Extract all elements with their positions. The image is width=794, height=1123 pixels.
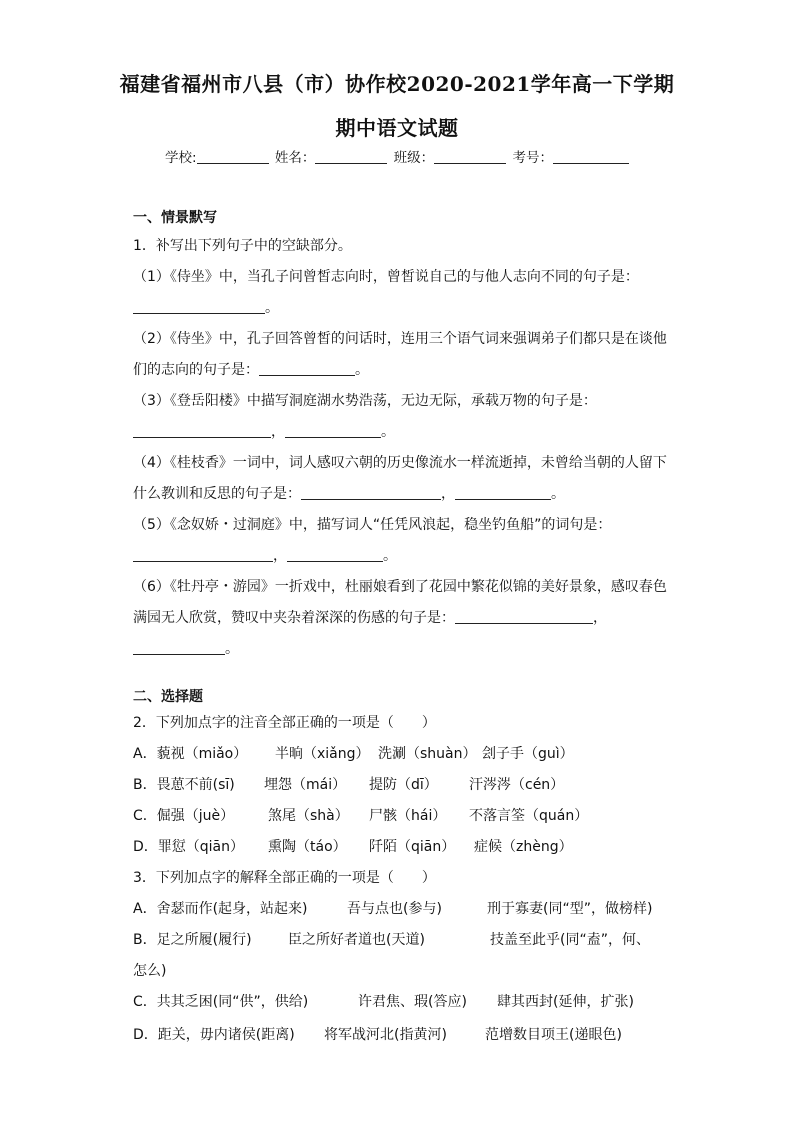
question-2-stem: 2．下列加点字的注音全部正确的一项是（ ）: [133, 715, 436, 731]
school-blank: [197, 149, 269, 164]
exam-page: 福建省福州市八县（市）协作校2020-2021学年高一下学期 期中语文试题 学校: 姓名： 班级： 考号： 一、情景默写 1．补写出下列句子中的空缺部分。 （1）《侍坐》中，当孔子问曾皙志向时，曾皙说自己的与他人志向不同的句子是： 。 （2）《侍坐》中，孔子回答曾皙的问话时，连用三个语气词来强调弟子们都只是在谈他 们的志向的句子是： 。 （3）《登岳阳楼》中描写洞庭湖水势浩荡，无边无际，承载万物的句子是： ， 。 （4）《桂枝香》一词中，词人感叹六朝的历史像流水一样流逝掉，未曾给当朝的人留下 什么教训和反思的句子是： ， 。 （5）《念奴娇・过洞庭》中，描写词人“任凭风浪起，稳坐钓鱼船”的词句是： ， 。 （6）《牡丹亭・游园》一折戏中，杜丽娘看到了花园中繁花似锦的美好景象，感叹春色 满园无人欣赏，赞叹中夹杂着深深的伤感的句子是： ， 。 二、选择题 2．下列加点字的注音全部正确的一项是（ ） A．藐视（miǎo） 半晌（xiǎng） 洗涮（shuàn） 刽子手（guì） B．畏葸不前(sī) 埋怨（mái） 提防（dī） 汗涔涔（cén） C．倔强（juè） 煞尾（shà） 尸骸（hái） 不落言筌（quán） D．罪愆（qiān） 熏陶（táo） 阡陌（qiān） 症候（zhèng） 3．下列加点字的解释全部正确的一项是（ ） A．舍瑟而作(起身，站起来) 吾与点也(参与) 刑于寡妻(同“型”，做榜样) B．足之所履(履行) 臣之所好者道也(天道) 技盖至此乎(同“盍”，何、 怎么) C．共其乏困(同“供”，供给) 许君焦、瑕(答应) 肆其西封(延伸，扩张) D．距关，毋内诸侯(距离) 将军战河北(指黄河) 范增数目项王(递眼色): [0, 0, 794, 1123]
student-info-row: [165, 146, 631, 166]
q1-part5-answer-line: ， 。: [133, 545, 397, 565]
name-label: 姓名：: [274, 150, 316, 166]
q1-part1-answer-line: 。: [133, 297, 279, 317]
answer-blank: [133, 547, 273, 562]
answer-blank: [133, 423, 271, 438]
answer-blank: [455, 485, 551, 500]
class-blank: [434, 149, 506, 164]
answer-blank: [455, 609, 593, 624]
q1-part6-answer-line: 。: [133, 638, 239, 658]
q1-part5-text: （5）《念奴娇・过洞庭》中，描写词人“任凭风浪起，稳坐钓鱼船”的词句是：: [133, 517, 612, 533]
q1-part3-answer-line: ， 。: [133, 421, 395, 441]
q1-part3-text: （3）《登岳阳楼》中描写洞庭湖水势浩荡，无边无际，承载万物的句子是：: [133, 393, 597, 409]
answer-blank: [133, 640, 225, 655]
class-label: 班级：: [393, 150, 435, 166]
question-1-stem: 1．补写出下列句子中的空缺部分。: [133, 238, 352, 254]
q1-part4-text-cont: 什么教训和反思的句子是： ， 。: [133, 486, 565, 502]
exam-title-line2: 期中语文试题: [335, 116, 459, 140]
q1-part2-text: （2）《侍坐》中，孔子回答曾皙的问话时，连用三个语气词来强调弟子们都只是在谈他: [133, 331, 667, 347]
q1-part1-text: （1）《侍坐》中，当孔子问曾皙志向时，曾皙说自己的与他人志向不同的句子是：: [133, 269, 639, 285]
question-3-stem: 3．下列加点字的解释全部正确的一项是（ ）: [133, 870, 436, 886]
name-blank: [315, 149, 387, 164]
answer-blank: [285, 423, 381, 438]
answer-blank: [259, 361, 355, 376]
q1-part2-text-cont: 们的志向的句子是： 。: [133, 362, 369, 378]
answer-blank: [301, 485, 441, 500]
number-label: 考号：: [512, 150, 553, 166]
answer-blank: [133, 299, 265, 314]
section-heading-1: 一、情景默写: [133, 210, 217, 226]
exam-title-line1: 福建省福州市八县（市）协作校2020-2021学年高一下学期: [119, 72, 675, 96]
answer-blank: [287, 547, 383, 562]
section-heading-2: 二、选择题: [133, 689, 203, 705]
q1-part6-text-cont: 满园无人欣赏，赞叹中夹杂着深深的伤感的句子是： ，: [133, 610, 607, 626]
q1-part4-text: （4）《桂枝香》一词中，词人感叹六朝的历史像流水一样流逝掉，未曾给当朝的人留下: [133, 455, 667, 471]
q1-part6-text: （6）《牡丹亭・游园》一折戏中，杜丽娘看到了花园中繁花似锦的美好景象，感叹春色: [133, 579, 667, 595]
number-blank: [553, 149, 629, 164]
school-label: 学校:: [165, 150, 197, 166]
